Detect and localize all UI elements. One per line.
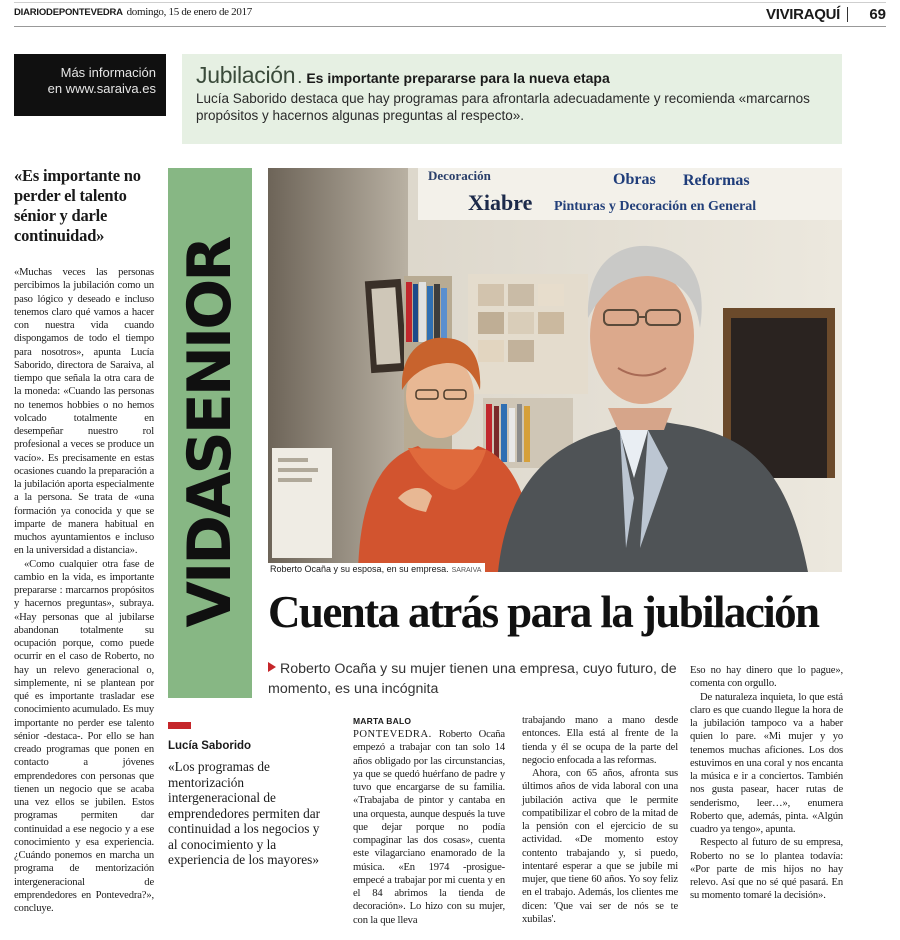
- banner-head: [196, 62, 830, 89]
- red-arrow-icon: [268, 662, 276, 672]
- red-accent-mark: [168, 722, 191, 729]
- sign-brand: Xiabre: [468, 190, 533, 215]
- byline: MARTA BALO: [353, 716, 412, 726]
- section-separator: [847, 7, 848, 22]
- paper-name: DIARIODEPONTEVEDRA: [14, 7, 123, 18]
- body-paragraph: Ahora, con 65 años, afronta sus últimos años de vida laboral con una jubilación activa que le permite compatibilizar el cobro de la mitad de la pensión con el ejercicio de su actividad. «De momento estoy contento trabajando y, si puedo, intentaré esperar a que se jubile mi mujer, que tiene 60 años. Yo soy feliz en el trabajo. Además, los clientes me dicen: 'Que vai ser de nós se te xubilas'.: [522, 768, 678, 925]
- topic-banner: [182, 54, 842, 144]
- caption-text: Roberto Ocaña y su esposa, en su empresa.: [270, 564, 449, 574]
- pull-quote: «Es importante no perder el talento sénior y darle continuidad»: [14, 166, 141, 245]
- banner-topic: Jubilación: [196, 62, 296, 88]
- photo-illustration: [268, 168, 842, 572]
- headline: Cuenta atrás para la jubilación: [268, 587, 819, 637]
- left-column-body: [14, 266, 154, 915]
- banner-title: Es importante prepararse para la nueva etapa: [306, 70, 610, 86]
- banner-dot: .: [297, 67, 303, 87]
- body-paragraph: Eso no hay dinero que lo pague», comenta con orgullo.: [690, 665, 843, 690]
- body-column-2: [522, 714, 678, 926]
- section-tag: [168, 168, 252, 698]
- body-paragraph: [353, 728, 505, 927]
- info-box: [14, 54, 166, 116]
- sidebar-name: Lucía Saborido: [168, 740, 252, 752]
- info-box-line2: en www.saraiva.es: [47, 81, 156, 96]
- left-paragraph: «Muchas veces las personas percibimos la jubilación como un paso lógico y deseado e incluso tenemos claro qué vamos a hacer con nuestra vida cuando dispongamos de todo el tiempo para nosotros», apunta Lucía Saborido, directora de Saraiva, al tiempo que señala la otra cara de la moneda: «Cuando las personas no tenemos hobbies o no hemos volcado totalmente en desempeñar nuestro rol profesional a veces se produce un vacío». Es precisamente en estas ocasiones cuando la preparación a la jubilación aporta especialmente a la persona. Se trata de «una formación ya conocida y que se imparte de manera habitual en muchos ayuntamientos e incluso en la universidad a distancia».: [14, 267, 154, 557]
- sidebar-quote: «Los programas de mentorización intergeneracional de emprendedores permiten dar continuidad a los negocios y al conocimiento y la experiencia de los mayores»: [168, 759, 321, 867]
- sign-reformas: Reformas: [683, 172, 750, 189]
- info-box-line1: Más información: [60, 65, 156, 80]
- left-column: [14, 166, 154, 915]
- article-photo: [268, 168, 842, 572]
- photo-credit: SARAIVA: [451, 567, 482, 574]
- section-tag-text: VIDASENIOR: [175, 238, 245, 628]
- banner-description: Lucía Saborido destaca que hay programas para afrontarla adecuadamente y recomienda «marcarnos propósitos y hacernos algunas preguntas al respecto».: [196, 91, 810, 123]
- sign-decoracion: Decoración: [428, 168, 491, 183]
- body-column-1: [353, 728, 505, 927]
- header-top-rule: [14, 2, 886, 3]
- body-text: Roberto Ocaña empezó a trabajar con tan solo 14 años obligado por las circunstancias, ya que se quedó huérfano de padre y tuvo que encargarse de su familia. «Trabajaba de pintor y cantaba en una orquesta, aunque después la tuve que dejar porque no podía compaginar las dos cosas», cuenta este vilagarciano enamorado de la música. «En 1974 -prosigue- empecé a trabajar por mi cuenta y en el 84 abrimos la tienda de decoración». Lo hizo con su mujer, con la que lleva: [353, 729, 505, 926]
- body-paragraph: trabajando mano a mano desde entonces. Ella está al frente de la tienda y él se ocupa de la parte del negocio enfocada a las reformas.: [522, 715, 678, 766]
- section-name: VIVIRAQUÍ: [766, 6, 840, 23]
- left-paragraph: «Como cualquier otra fase de cambio en la vida, es importante prepararse : marcarnos propósitos y hacernos preguntas», subraya. «Hay personas que al jubilarse abandonan totalmente su ocupación porque, como puede ocurrir en el caso de Roberto, no hay un relevo generacional o, simplemente, ni se plantean por qué es importante trasladar ese conocimiento acumulado. Es muy importante no perder ese talento sénior -destaca-. Por ello se han creado programas que ponen en contacto a jóvenes emprendedores con personas que tienen un negocio que se acaba una vez ellos se jubilen. Estos programas permiten dar continuidad a ese negocio y a ese conocimiento y esa experiencia. ¿Cuándo ponemos en marcha un programa de mentorización intergeneracional de emprendedores en Pontevedra?», concluye.: [14, 558, 154, 914]
- paper-date: domingo, 15 de enero de 2017: [126, 6, 252, 18]
- subheadline-text: Roberto Ocaña y su mujer tienen una empresa, cuyo futuro, de momento, es una incógnita: [268, 661, 677, 697]
- sign-obras: Obras: [613, 171, 656, 188]
- body-paragraph: Respecto al futuro de su empresa, Roberto no se lo plantea todavía: «Por parte de mis hijos no hay relevo. Así que no sé qué pasará. En su momento tomaré la decisión».: [690, 837, 843, 902]
- dateline-city: PONTEVEDRA.: [353, 729, 432, 740]
- page-number: 69: [869, 6, 886, 23]
- body-column-3: [690, 664, 843, 903]
- photo-caption: [268, 563, 485, 575]
- body-paragraph: De naturaleza inquieta, lo que está claro es que cuando llegue la hora de la jubilación tampoco va a haber quien lo pare. «Mi mujer y yo tenemos muchas aficiones. Los dos estuvimos en una coral y nos encanta la música e ir a conciertos. También nos gusta pasear, hacer rutas de senderismo, leer…», enumera Roberto que, además, pinta. «Algún cuadro ya tengo», apunta.: [690, 691, 843, 835]
- paper-info: [14, 6, 252, 18]
- sign-tagline: Pinturas y Decoración en General: [554, 199, 757, 214]
- header-rule: [14, 26, 886, 27]
- subheadline: [268, 659, 684, 699]
